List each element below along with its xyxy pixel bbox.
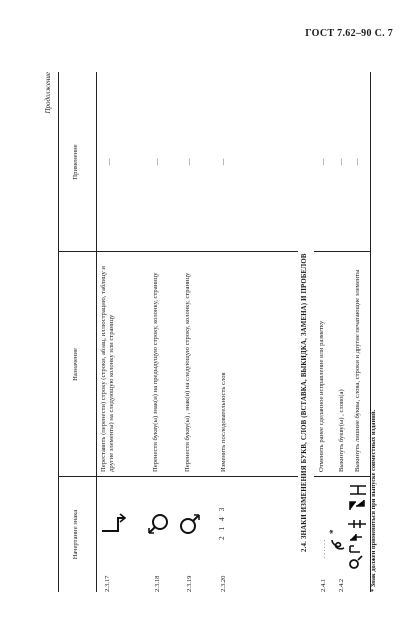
row-dots-2-4-1: . . . . . . bbox=[320, 539, 327, 558]
row-purpose-delete-lines: Выкинуть лишние буквы, слова, строки и другие печатающие элементы bbox=[354, 269, 361, 472]
delete-mark-icon bbox=[328, 529, 346, 552]
row-usage-2-3-20: — bbox=[220, 158, 227, 166]
table bbox=[58, 72, 372, 592]
row-usage-delete-lines: — bbox=[354, 158, 361, 166]
row-code-2-4-2: 2.4.2 bbox=[338, 578, 345, 592]
move-line-icon bbox=[100, 512, 126, 534]
row-code-2-3-17: 2.3.17 bbox=[104, 575, 111, 592]
move-letter-forward-icon bbox=[178, 512, 202, 536]
sequence-numbers-icon: 2 1 4 3 bbox=[217, 505, 226, 540]
row-purpose-2-4-2: Выкинуть букву(ы) , слово(а) bbox=[338, 389, 345, 472]
row-purpose-2-3-18: Перенести букву(ы) знак(и) на предыдущую строку, колонку, страницу bbox=[152, 272, 159, 472]
row-usage-2-3-19: — bbox=[186, 158, 193, 166]
continuation-label: Продолжение bbox=[44, 72, 52, 114]
rotated-table-page bbox=[44, 72, 377, 592]
col-header-usage: Применение bbox=[72, 144, 79, 180]
row-purpose-2-3-20: Изменить последовательность слов bbox=[220, 372, 227, 472]
col-header-style: Начертание знака bbox=[72, 509, 79, 560]
row-code-2-3-19: 2.3.19 bbox=[186, 575, 193, 592]
row-usage-2-4-2: — bbox=[338, 158, 345, 166]
delete-lines-icon bbox=[346, 484, 370, 570]
table-header-rule bbox=[96, 72, 97, 592]
col-header-purpose: Назначение bbox=[72, 348, 79, 381]
row-purpose-2-3-19: Перенести букву(ы) , знак(и) на следующую строку, колонку, страницу bbox=[184, 272, 191, 472]
row-purpose-2-3-17: Переставить (перенести) строку (строки, абзац, иллюстрацию, таблицу и другие элементы) на следующую колонку или страницу bbox=[100, 266, 115, 472]
col-sep-1 bbox=[58, 476, 298, 477]
row-usage-2-3-17: — bbox=[106, 158, 113, 166]
table-top-rule bbox=[58, 72, 59, 592]
row-purpose-2-4-1: Отменить ранее сделанное исправление или разметку bbox=[318, 320, 325, 472]
col-sep-2 bbox=[58, 251, 298, 252]
row-code-2-3-18: 2.3.18 bbox=[154, 575, 161, 592]
asterisk-mark: * bbox=[328, 529, 338, 534]
row-code-2-4-1: 2.4.1 bbox=[320, 578, 327, 592]
col-sep-1b bbox=[314, 476, 370, 477]
section-title: 2.4. ЗНАКИ ИЗМЕНЕНИЯ БУКВ, СЛОВ (ВСТАВКА, ВЫКИДКА, ЗАМЕНА) И ПРОБЕЛОВ bbox=[301, 253, 308, 552]
row-usage-2-3-18: — bbox=[154, 158, 161, 166]
move-letter-back-icon bbox=[146, 512, 170, 536]
footnote: * Знак должен применяться при выпуске совместных изданий. bbox=[370, 409, 377, 592]
row-code-2-3-20: 2.3.20 bbox=[220, 575, 227, 592]
row-usage-2-4-1: — bbox=[320, 158, 327, 166]
page-header: ГОСТ 7.62–90 С. 7 bbox=[305, 28, 393, 39]
